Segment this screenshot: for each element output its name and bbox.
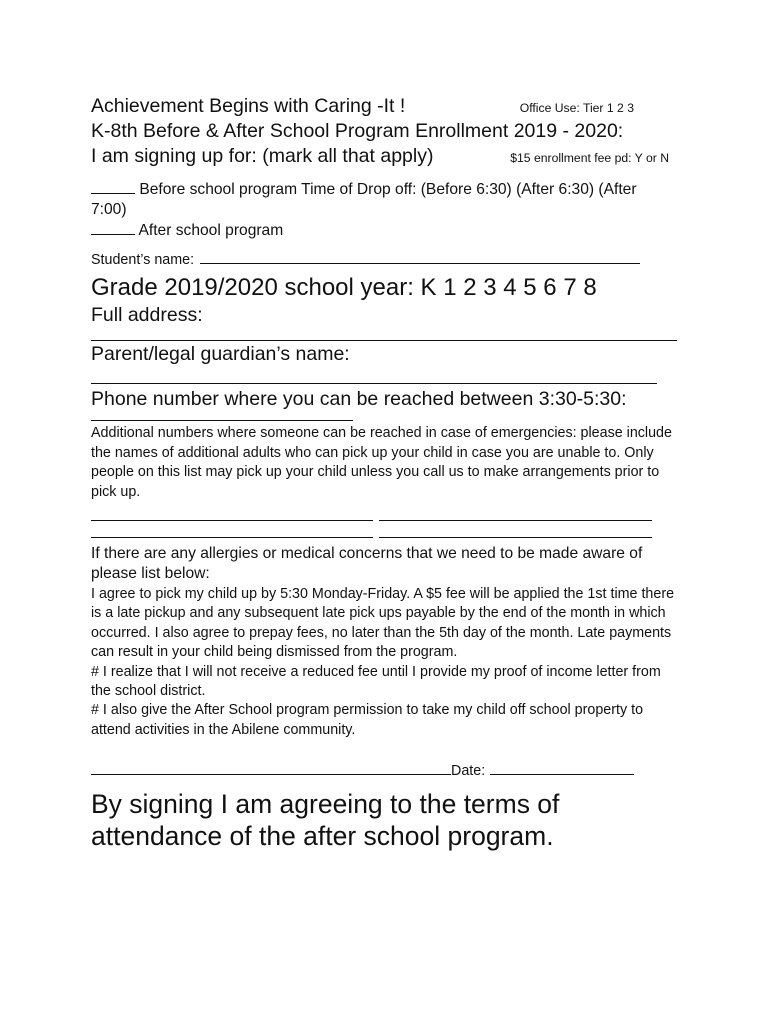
after-school-option: [91, 220, 691, 241]
agreement-statement: By signing I am agreeing to the terms of attendance of the after school program.: [91, 788, 560, 851]
title-row: [91, 94, 691, 119]
emergency-contact-line[interactable]: [91, 505, 373, 521]
date-label: Date:: [451, 763, 486, 780]
full-address-line[interactable]: [91, 328, 677, 341]
guardian-name-label: Parent/legal guardian’s name:: [91, 343, 350, 366]
signing-up-label: I am signing up for: (mark all that apply): [91, 145, 434, 167]
before-school-checkbox-line[interactable]: [91, 179, 135, 194]
guardian-name-line[interactable]: [91, 367, 657, 384]
phone-line[interactable]: [91, 412, 353, 421]
reduced-fee-text: # I realize that I will not receive a reduced fee until I provide my proof of income letter from the school district.: [91, 663, 661, 700]
student-name-label: Student’s name:: [91, 252, 195, 268]
permission-text: # I also give the After School program permission to take my child off school property to attend activities in the Abilene community.: [91, 702, 644, 738]
grade-line: Grade 2019/2020 school year: K 1 2 3 4 5 6 7 8: [91, 274, 597, 302]
additional-numbers-text: Additional numbers where someone can be reached in case of emergencies: please include the names of additional adults who can pick up your child in case you are unable to. Only people on this list may pick up your child unless you call us to make arrangements prior to pick up.: [91, 425, 672, 500]
before-school-option: [91, 179, 671, 220]
signing-up-row: [91, 144, 691, 169]
after-school-label: After school program: [138, 222, 284, 239]
emergency-contact-line[interactable]: [91, 521, 373, 538]
allergies-text: If there are any allergies or medical concerns that we need to be made aware of please list below:: [91, 545, 643, 583]
enrollment-fee-label: $15 enrollment fee pd: Y or N: [510, 151, 669, 165]
emergency-contact-line[interactable]: [379, 521, 652, 538]
form-subtitle: K-8th Before & After School Program Enrollment 2019 - 2020:: [91, 120, 624, 142]
emergency-contact-lines-1: [91, 505, 691, 521]
office-use-label: Office Use: Tier 1 2 3: [519, 101, 634, 115]
enrollment-form: [91, 94, 691, 852]
signature-row: [91, 760, 691, 781]
student-name-row: [91, 249, 691, 270]
form-title: Achievement Begins with Caring -It !: [91, 95, 406, 117]
date-line[interactable]: [490, 760, 634, 775]
before-school-label: Before school program Time of Drop off: (Before 6:30) (After 6:30) (After 7:00): [91, 181, 637, 218]
signature-line[interactable]: [91, 760, 451, 775]
student-name-line[interactable]: [200, 249, 640, 264]
emergency-contact-lines-2: [91, 521, 691, 538]
emergency-contact-line[interactable]: [379, 505, 652, 521]
pickup-terms-text: I agree to pick my child up by 5:30 Monday-Friday. A $5 fee will be applied the 1st time there is a late pickup and any subsequent late pick ups payable by the end of the month in which occurred. I also agree to prepay fees, no later than the 5th day of the month. Late payments can result in your child being dismissed from the program.: [91, 586, 675, 661]
after-school-checkbox-line[interactable]: [91, 220, 135, 235]
phone-label: Phone number where you can be reached between 3:30-5:30:: [91, 388, 627, 411]
full-address-label: Full address:: [91, 304, 203, 327]
